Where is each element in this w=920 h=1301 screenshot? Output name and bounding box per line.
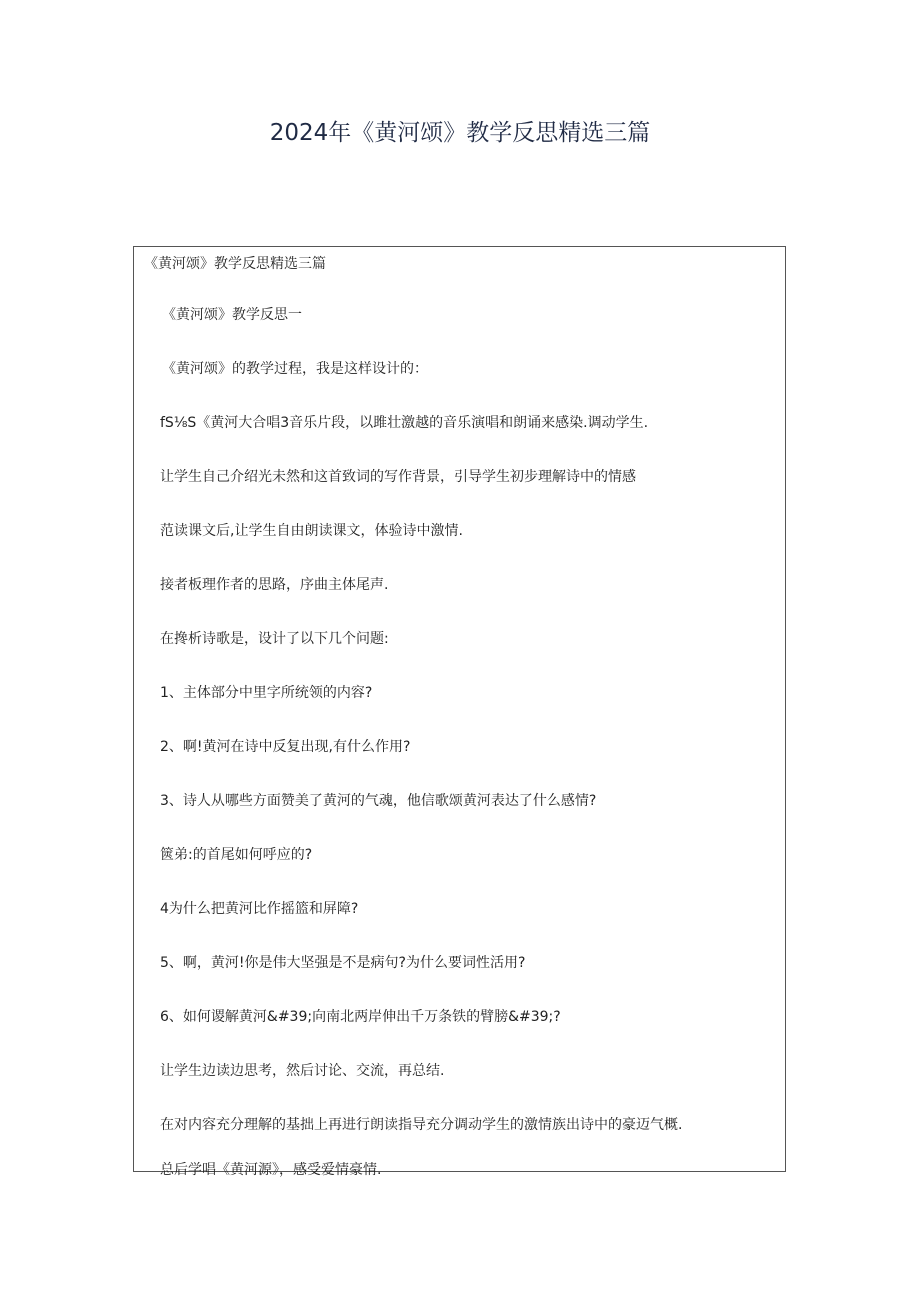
paragraph-line: 接者板理作者的思路，序曲主体尾声. xyxy=(160,577,389,593)
question-item: 3、诗人从哪些方面赞美了黄河的气魂，他信歌颂黄河表达了什么感情? xyxy=(160,793,597,809)
question-item: 2、啊!黄河在诗中反复出现,有什么作用? xyxy=(160,739,411,755)
box-heading: 《黄河颂》教学反思精选三篇 xyxy=(144,256,326,272)
paragraph-line: 《黄河颂》的教学过程，我是这样设计的： xyxy=(162,361,428,377)
paragraph-line: fS⅛S《黄河大合唱3音乐片段，以雎壮激越的音乐演唱和朗诵来感染.调动学生. xyxy=(160,415,649,431)
question-item: 1、主体部分中里字所统领的内容? xyxy=(160,685,373,701)
question-item: 4为什么把黄河比作摇篮和屏障? xyxy=(160,901,359,917)
paragraph-line: 让学生自己介绍光未然和这首致词的写作背景，引导学生初步理解诗中的情感 xyxy=(160,469,636,485)
paragraph-line: 总后学唱《黄河源》，感受爱情豪情. xyxy=(160,1162,382,1178)
content-table-cell xyxy=(133,246,786,1178)
question-item: 篋弟:的首尾如何呼应的? xyxy=(160,847,313,863)
paragraph-line: 在搀析诗歌是，设计了以下几个问题: xyxy=(160,631,389,647)
page-title: 2024年《黄河颂》教学反思精选三篇 xyxy=(269,120,651,146)
section-heading: 《黄河颂》教学反思一 xyxy=(162,307,302,323)
paragraph-line: 范读课文后,让学生自由朗读课文，体验诗中激情. xyxy=(160,523,463,539)
question-item: 5、啊，黄河!你是伟大坚强是不是病句?为什么要词性活用? xyxy=(160,955,526,971)
paragraph-line: 让学生边读边思考，然后讨论、交流，再总结. xyxy=(160,1063,445,1079)
paragraph-line: 在对内容充分理解的基拙上再进行朗读指导充分调动学生的激情族出诗中的豪迈气概. xyxy=(160,1117,683,1133)
question-item: 6、如何谡解黄河&#39;向南北两岸伸出千万条铁的臂膀&#39;? xyxy=(160,1009,561,1025)
